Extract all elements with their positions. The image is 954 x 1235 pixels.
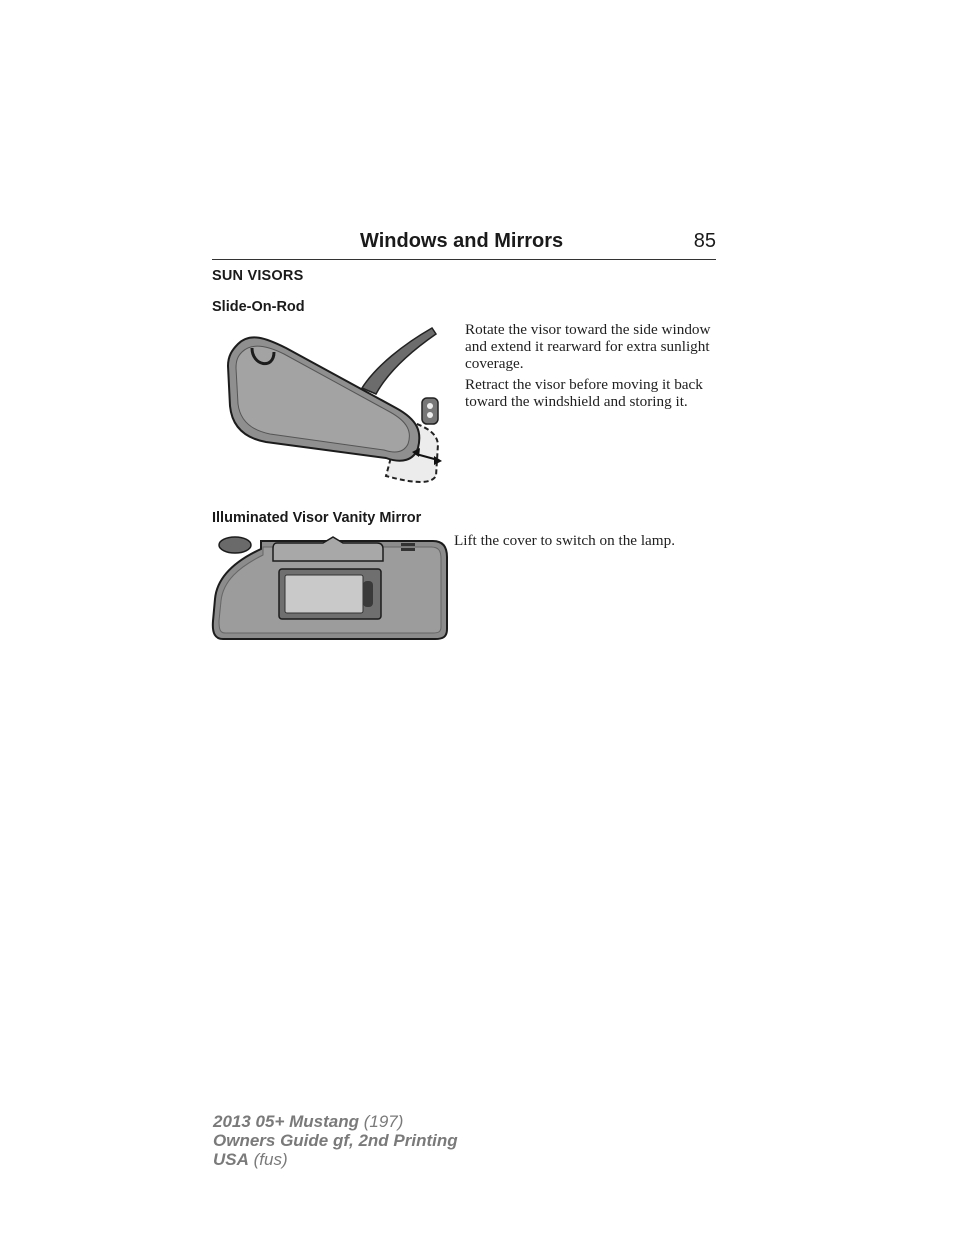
visor-slide-on-rod-illustration <box>226 326 462 488</box>
section-heading: SUN VISORS <box>212 268 304 284</box>
slide-on-rod-paragraph-1: Rotate the visor toward the side window and extend it rearward for extra sunlight coverage. <box>465 321 711 372</box>
footer-line-3: USA (fus) <box>213 1150 288 1169</box>
slide-on-rod-paragraph-2: Retract the visor before moving it back toward the windshield and storing it. <box>465 376 703 410</box>
vanity-mirror-heading: Illuminated Visor Vanity Mirror <box>212 510 422 526</box>
footer-line-2: Owners Guide gf, 2nd Printing <box>213 1131 458 1150</box>
slide-on-rod-heading: Slide-On-Rod <box>212 299 305 315</box>
page-footer <box>213 1112 458 1169</box>
page-number: 85 <box>693 230 716 252</box>
page-header <box>212 228 716 260</box>
vanity-mirror-illustration <box>211 533 449 643</box>
footer-line-1: 2013 05+ Mustang (197) <box>213 1112 404 1131</box>
chapter-title: Windows and Mirrors <box>360 230 564 252</box>
vanity-mirror-paragraph: Lift the cover to switch on the lamp. <box>454 532 676 549</box>
